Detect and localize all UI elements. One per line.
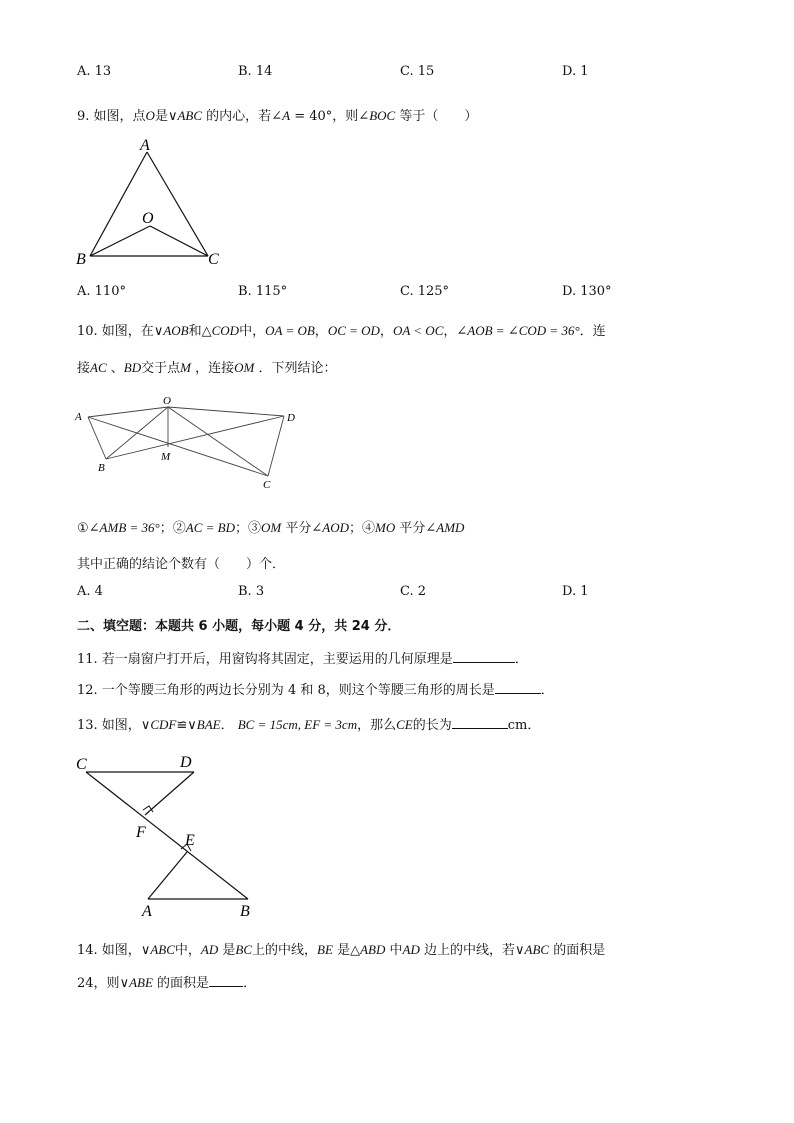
q9-label-b: B xyxy=(76,251,86,268)
q11-answer-blank[interactable] xyxy=(453,650,515,663)
q10-label-c: C xyxy=(263,479,271,491)
q10-conclusions: ①∠AMB = 36°；②AC = BD；③OM 平分∠AOD；④MO 平分∠AMD xyxy=(77,520,465,536)
q10-label-a: A xyxy=(75,411,82,423)
q13-figure xyxy=(70,748,270,920)
q9-option-a: A. 110° xyxy=(77,284,126,299)
q9-option-c: C. 125° xyxy=(400,284,450,299)
q13-label-b: B xyxy=(240,903,250,920)
q10-label-o: O xyxy=(163,395,171,407)
q14-line1: 14. 如图，∨ABC中，AD 是BC上的中线，BE 是△ABD 中AD 边上的中线，若∨ABC 的面积是 xyxy=(77,942,606,958)
q13-answer-blank[interactable] xyxy=(452,716,508,729)
q13-label-e: E xyxy=(185,832,195,849)
q9-option-b: B. 115° xyxy=(238,284,288,299)
q13-label-a: A xyxy=(142,903,152,920)
q10-stem-line1: 10. 如图，在∨AOB和△COD中，OA = OB，OC = OD，OA < OC，∠AOB = ∠COD = 36°．连 xyxy=(77,323,606,339)
q9-label-a: A xyxy=(140,137,150,154)
q10-label-b: B xyxy=(98,462,105,474)
q13-label-c: C xyxy=(76,756,87,773)
q9-label-c: C xyxy=(208,251,219,268)
q9-figure-triangle xyxy=(70,134,230,270)
q10-stem-line2: 接AC 、BD交于点M ，连接OM ．下列结论： xyxy=(77,360,337,376)
q9-label-o: O xyxy=(142,210,154,227)
q10-figure xyxy=(72,392,308,492)
q8-option-b: B. 14 xyxy=(238,64,273,79)
q9-stem: 9. 如图，点O是∨ABC 的内心，若∠A = 40°，则∠BOC 等于（ ） xyxy=(77,108,478,124)
q10-label-d: D xyxy=(287,412,295,424)
q13-label-f: F xyxy=(136,824,146,841)
q10-question: 其中正确的结论个数有（ ）个． xyxy=(77,557,286,572)
q9-option-d: D. 130° xyxy=(562,284,612,299)
q10-label-m: M xyxy=(161,451,171,463)
q13-label-d: D xyxy=(180,754,192,771)
q13: 13. 如图，∨CDF≌∨BAE． BC = 15cm, EF = 3cm，那么CE的长为 cm． xyxy=(77,717,541,733)
q10-option-c: C. 2 xyxy=(400,584,427,599)
q14-answer-blank[interactable] xyxy=(209,974,243,987)
q8-option-c: C. 15 xyxy=(400,64,435,79)
section-2-title: 二、填空题：本题共 6 小题，每小题 4 分，共 24 分． xyxy=(77,619,401,634)
q12: 12. 一个等腰三角形的两边长分别为 4 和 8，则这个等腰三角形的周长是 ． xyxy=(77,683,554,698)
q8-option-a: A. 13 xyxy=(77,64,112,79)
q11: 11. 若一扇窗户打开后，用窗钩将其固定，主要运用的几何原理是 ． xyxy=(77,652,528,667)
q8-option-d: D. 1 xyxy=(562,64,589,79)
q10-option-a: A. 4 xyxy=(77,584,103,599)
q10-option-d: D. 1 xyxy=(562,584,589,599)
q14-line2: 24，则∨ABE 的面积是 ． xyxy=(77,975,257,991)
q12-answer-blank[interactable] xyxy=(495,681,541,694)
q10-option-b: B. 3 xyxy=(238,584,265,599)
